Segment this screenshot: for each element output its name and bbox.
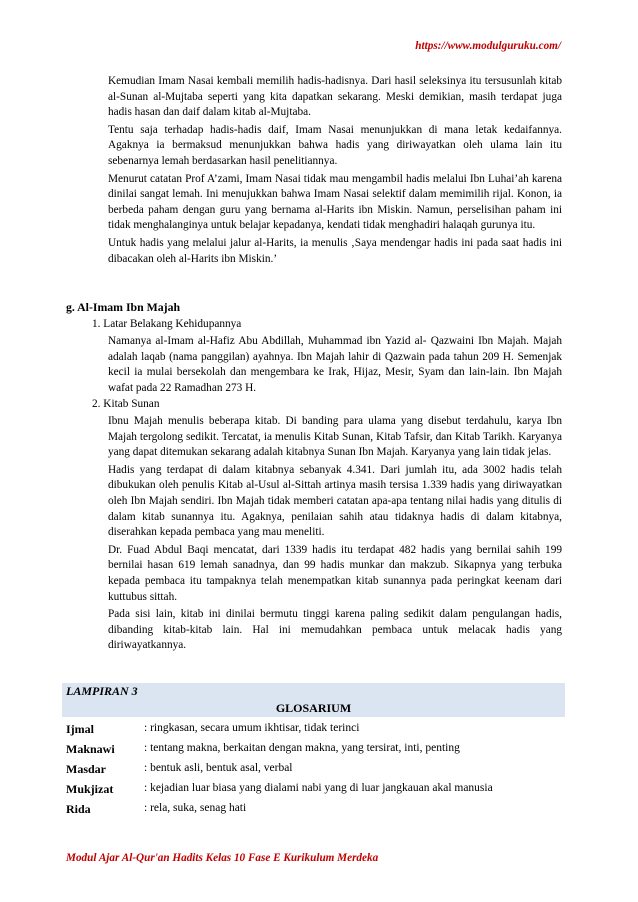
paragraph: Kemudian Imam Nasai kembali memilih hadis-hadisnya. Dari hasil seleksinya itu tersusunlah kitab al-Sunan al-Mujtaba seperti yang kita dapatkan sekarang. Meski demikian, masih terdapat juga hadis hasan dan daif dalam kitab al-Mujtaba.	[108, 75, 562, 119]
lampiran-label: LAMPIRAN 3	[66, 684, 138, 698]
glossary-term: Maknawi	[66, 742, 115, 756]
paragraph: Menurut catatan Prof A’zami, Imam Nasai tidak mau mengambil hadis melalui Ibn Luhai’ah karena dinilai sangat lemah. Ini menujukkan bahwa Imam Nasai selektif dalam memimilih rijal. Konon, ia berbeda paham dengan guru yang bernama al-Harits ibn Miskin. Namun, perselisihan paham ini tidak menghalanginya untuk belajar kepadanya, kendati tidak menghadiri halaqah gurunya itu.	[108, 172, 562, 232]
glossary-term: Rida	[66, 802, 91, 816]
subsection-heading: 2. Kitab Sunan	[92, 398, 160, 410]
paragraph: Namanya al-Imam al-Hafiz Abu Abdillah, Muhammad ibn Yazid al- Qazwaini Ibn Majah. Majah adalah laqab (nama panggilan) ayahnya. Ibn Majah lahir di Qazwain pada tahun 209 H. Semenjak kecil ia mulai bersekolah dan mengembara ke Irak, Hijaz, Mesir, Syam dan lain-lain. Ibn Majah wafat pada 22 Ramadhan 273 H.	[108, 335, 562, 394]
paragraph: Ibnu Majah menulis beberapa kitab. Di banding para ulama yang disebut terdahulu, karya Ibn Majah tergolong sedikit. Tercatat, ia menulis Kitab Sunan, Kitab Tafsir, dan Kitab Tarikh. Karyanya yang dapat ditemukan sekarang adalah kitabnya Sunan Ibn Majah. Karyanya yang lain tidak jelas.	[108, 415, 562, 459]
paragraph: Pada sisi lain, kitab ini dinilai bermutu tinggi karena paling sedikit dalam pengulangan hadis, dibanding kitab-kitab lain. Hal ini memudahkan pembaca untuk melacak hadis yang diriwayatkannya.	[108, 608, 562, 652]
glossary-definition: : ringkasan, secara umum ikhtisar, tidak terinci	[144, 722, 360, 734]
footer-text: Modul Ajar Al-Qur'an Hadits Kelas 10 Fase E Kurikulum Merdeka	[66, 852, 379, 864]
section-heading: g. Al-Imam Ibn Majah	[66, 300, 181, 314]
subsection-1-body	[108, 334, 562, 398]
subsection-2-body	[108, 414, 562, 656]
header-url[interactable]: https://www.modulguruku.com/	[415, 40, 561, 52]
paragraph: Tentu saja terhadap hadis-hadis daif, Imam Nasai menunjukkan di mana letak kedaifannya. Agaknya ia bermaksud menunjukkan bahwa hadis yang diriwayatkan oleh ulama lain itu sebenarnya lemah berdasarkan hasil penelitiannya.	[108, 123, 562, 167]
glossary-definition: : bentuk asli, bentuk asal, verbal	[144, 762, 293, 774]
paragraph: Untuk hadis yang melalui jalur al-Harits, ia menulis ‚Saya mendengar hadis ini pada saat hadis ini dibacakan oleh al-Harits ibn Miskin.’	[108, 236, 562, 265]
glossary-term: Masdar	[66, 762, 106, 776]
glossary-definition: : kejadian luar biasa yang dialami nabi yang di luar jangkauan akal manusia	[144, 782, 493, 794]
paragraph: Dr. Fuad Abdul Baqi mencatat, dari 1339 hadis itu terdapat 482 hadis yang bernilai sahih 199 bernilai hasan 619 lemah sanadnya, dan 99 hadis munkar dan makzub. Sikapnya yang terbuka kepada pembaca itu tampaknya telah menempatkan kitab sunannya pada peringkat keenam dari kuttubus sittah.	[108, 543, 562, 603]
glossary-definition: : tentang makna, berkaitan dengan makna, yang tersirat, inti, penting	[144, 742, 460, 754]
glosarium-title: GLOSARIUM	[275, 701, 352, 715]
intro-paragraphs	[108, 74, 562, 269]
glossary-definition: : rela, suka, senag hati	[144, 802, 247, 814]
paragraph: Hadis yang terdapat di dalam kitabnya sebanyak 4.341. Dari jumlah itu, ada 3002 hadis telah dibukukan oleh penulis Kitab al-Usul al-Sittah artinya masih tersisa 1.339 hadis yang diriwayatkan oleh Ibn Majah sendiri. Ibn Majah tidak memberi catatan apa-apa tentang nilai hadis yang ditulis di dalam kitab sunannya itu. Agaknya, penilaian sahih atau tidaknya hadis di dalam kitabnya, diserahkan kepada pembaca yang mau meneliti.	[108, 463, 562, 539]
glossary-term: Mukjizat	[66, 782, 114, 796]
glossary-term: Ijmal	[66, 722, 94, 736]
subsection-heading: 1. Latar Belakang Kehidupannya	[92, 318, 242, 330]
